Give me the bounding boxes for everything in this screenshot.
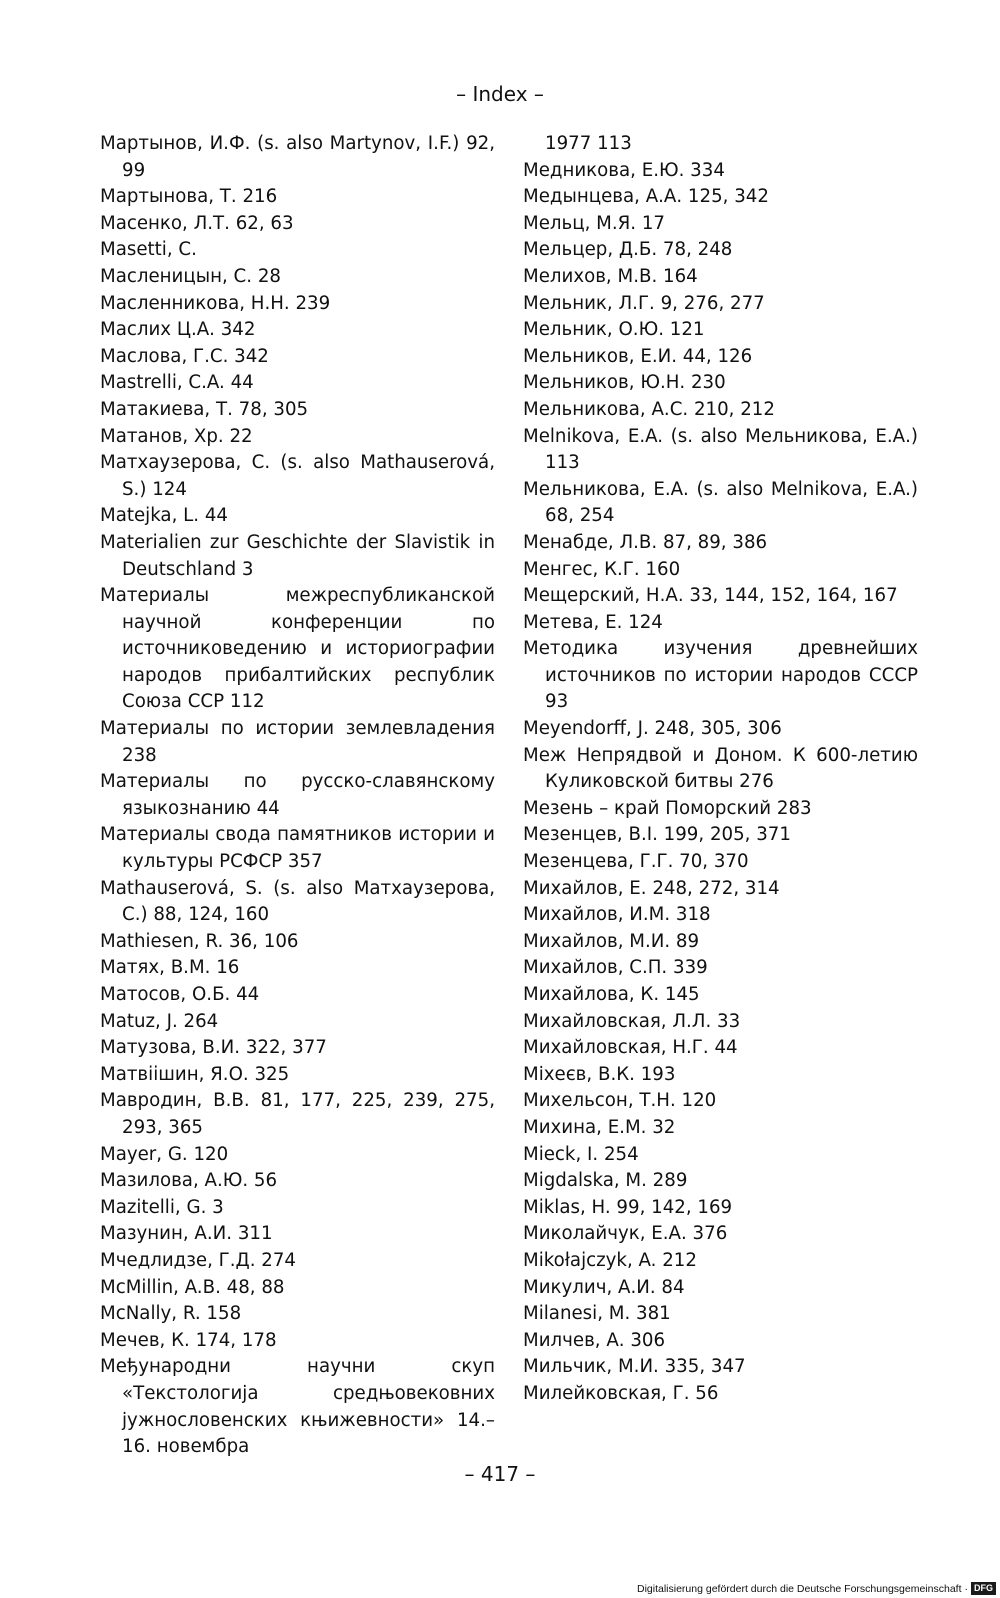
index-entry: Материалы свода памятников истории и культуры РСФСР 357 xyxy=(100,824,495,873)
index-entry: Meyendorff, J. 248, 305, 306 xyxy=(523,718,782,740)
index-entry: Mastrelli, C.A. 44 xyxy=(100,372,254,394)
index-entry: Матосов, О.Б. 44 xyxy=(100,984,260,1005)
index-entry: Migdalska, M. 289 xyxy=(523,1170,688,1192)
index-entry: Мельников, Е.И. 44, 126 xyxy=(523,345,753,367)
index-entry: Масенко, Л.Т. 62, 63 xyxy=(100,212,294,234)
index-entry: Маслова, Г.С. 342 xyxy=(100,345,269,367)
page-number: – 417 – xyxy=(464,1462,536,1486)
credit-text: Digitalisierung gefördert durch die Deutsche Forschungsgemeinschaft xyxy=(636,1582,962,1595)
credit-separator: · xyxy=(964,1582,968,1595)
index-entry: Милейковская, Г. 56 xyxy=(523,1382,719,1404)
index-entry: Matuz, J. 264 xyxy=(100,1010,219,1032)
index-entry: Материалы межреспубликанской научной конференции по источниковедению и историографии народов прибалтийских республик Союза ССР 112 xyxy=(100,585,495,713)
index-column-left xyxy=(100,131,495,1461)
index-entry: Mazitelli, G. 3 xyxy=(100,1196,224,1218)
index-entry: Мартынова, Т. 216 xyxy=(100,186,278,208)
index-entry: Мчедлидзе, Г.Д. 274 xyxy=(100,1249,297,1271)
index-entry: Медынцева, А.А. 125, 342 xyxy=(523,186,769,208)
index-entry: Melnikova, E.A. (s. also Мельникова, Е.А.) 113 xyxy=(523,425,918,474)
index-entry: Milanesi, M. 381 xyxy=(523,1303,671,1325)
index-entry: Мельник, О.Ю. 121 xyxy=(523,319,705,341)
index-entry: Міхеєв, В.К. 193 xyxy=(523,1063,676,1085)
index-entry: Матанов, Хр. 22 xyxy=(100,425,253,447)
index-entry: Мезенцев, В.I. 199, 205, 371 xyxy=(523,824,791,846)
index-entry: Mathauserová, S. (s. also Матхаузерова, С.) 88, 124, 160 xyxy=(100,877,495,926)
index-entry: Мельникова, А.С. 210, 212 xyxy=(523,398,775,420)
index-entry: Мечев, К. 174, 178 xyxy=(100,1329,277,1351)
digitization-credit xyxy=(637,1582,996,1595)
page-header: – Index – xyxy=(456,82,544,106)
index-entry: Метева, Е. 124 xyxy=(523,611,663,633)
index-entry: Мельников, Ю.Н. 230 xyxy=(523,372,726,394)
index-entry: Матакиева, Т. 78, 305 xyxy=(100,398,309,420)
index-entry: Мезенцева, Г.Г. 70, 370 xyxy=(523,851,749,873)
index-entry: Мельник, Л.Г. 9, 276, 277 xyxy=(523,292,765,314)
index-entry: Мазунин, А.И. 311 xyxy=(100,1223,273,1245)
index-entry: Миколайчук, Е.А. 376 xyxy=(523,1223,728,1245)
index-entry: Mayer, G. 120 xyxy=(100,1143,229,1165)
index-entry: Међународни научни скуп «Текстологија средњовековних јужнословенских књижевности» 14.–16. новембра xyxy=(100,1356,495,1458)
index-entry: Милчев, А. 306 xyxy=(523,1329,666,1351)
index-entry: Матях, В.М. 16 xyxy=(100,957,240,979)
index-entry: Мартынов, И.Ф. (s. also Martynov, I.F.) 92, 99 xyxy=(100,133,495,181)
index-entry: Materialien zur Geschichte der Slavistik in Deutschland 3 xyxy=(100,531,495,580)
index-entry: Матхаузерова, С. (s. also Mathauserová, S.) 124 xyxy=(100,452,495,500)
index-entry: Мельцер, Д.Б. 78, 248 xyxy=(523,239,733,261)
index-entry: Михина, Е.М. 32 xyxy=(523,1116,676,1138)
index-entry: Меж Непрядвой и Доном. К 600-летию Куликовской битвы 276 xyxy=(523,744,918,793)
index-entry: Мелихов, М.В. 164 xyxy=(523,265,698,287)
index-entry: Мавродин, В.В. 81, 177, 225, 239, 275, 293, 365 xyxy=(100,1090,495,1138)
index-entry: Михельсон, Т.Н. 120 xyxy=(523,1090,717,1112)
index-entry: Микулич, А.И. 84 xyxy=(523,1276,685,1298)
index-entry: Матвiiшин, Я.О. 325 xyxy=(100,1063,290,1085)
dfg-logo: DFG xyxy=(971,1582,996,1595)
index-entry: Матузова, В.И. 322, 377 xyxy=(100,1037,327,1059)
index-entry: Михайлова, К. 145 xyxy=(523,984,700,1005)
index-entry: Михайлов, М.И. 89 xyxy=(523,930,700,952)
index-entry: Мельц, М.Я. 17 xyxy=(523,212,665,234)
index-entry: McNally, R. 158 xyxy=(100,1303,242,1325)
index-entry: Miklas, H. 99, 142, 169 xyxy=(523,1196,733,1218)
index-entry: 1977 113 xyxy=(545,133,632,154)
index-column-right xyxy=(523,131,918,1408)
index-entry: Михайловская, Н.Г. 44 xyxy=(523,1037,738,1059)
index-entry: Мезень – край Поморский 283 xyxy=(523,797,812,819)
index-entry: Михайлов, Е. 248, 272, 314 xyxy=(523,877,780,899)
index-entry: Mieck, I. 254 xyxy=(523,1143,639,1165)
index-entry: Михайлов, С.П. 339 xyxy=(523,957,708,979)
index-entry: Мазилова, А.Ю. 56 xyxy=(100,1170,278,1192)
index-entry: Менгес, К.Г. 160 xyxy=(523,558,681,580)
index-entry: Masetti, C. xyxy=(100,239,197,261)
index-entry: Масленицын, С. 28 xyxy=(100,265,281,287)
index-entry: Мельникова, Е.А. (s. also Melnikova, E.A.) 68, 254 xyxy=(523,478,918,527)
index-entry: Мещерский, Н.А. 33, 144, 152, 164, 167 xyxy=(523,585,898,607)
index-entry: Mathiesen, R. 36, 106 xyxy=(100,930,299,952)
index-entry: Маслих Ц.А. 342 xyxy=(100,319,256,341)
index-entry: Matejka, L. 44 xyxy=(100,505,228,527)
index-entry: McMillin, A.B. 48, 88 xyxy=(100,1276,285,1298)
index-entry: Mikołajczyk, A. 212 xyxy=(523,1249,697,1271)
index-entry: Мильчик, М.И. 335, 347 xyxy=(523,1356,746,1378)
index-entry: Материалы по русско-славянскому языкознанию 44 xyxy=(100,771,495,819)
index-entry: Масленникова, Н.Н. 239 xyxy=(100,292,331,314)
index-entry: Михайлов, И.М. 318 xyxy=(523,904,711,926)
index-entry: Медникова, Е.Ю. 334 xyxy=(523,159,725,181)
index-entry: Методика изучения древнейших источников по истории народов СССР 93 xyxy=(523,638,918,713)
index-entry: Менабде, Л.В. 87, 89, 386 xyxy=(523,531,768,553)
index-entry: Материалы по истории землевладения 238 xyxy=(100,718,495,766)
index-entry: Михайловская, Л.Л. 33 xyxy=(523,1010,741,1032)
